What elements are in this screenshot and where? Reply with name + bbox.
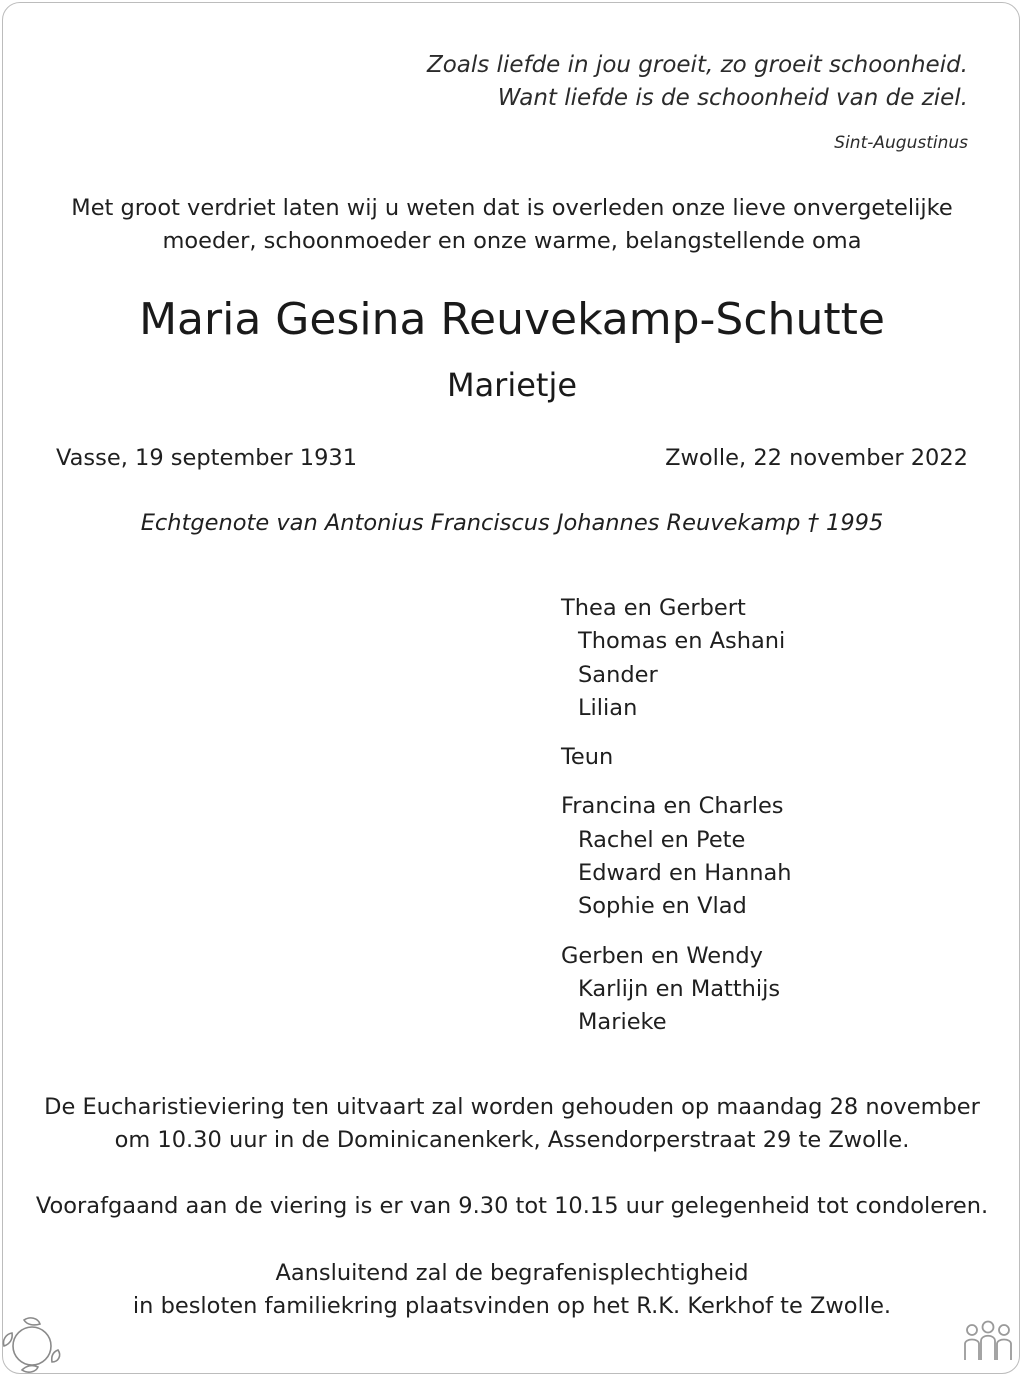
quote-author: Sint-Augustinus bbox=[834, 133, 968, 153]
spouse-line: Echtgenote van Antonius Franciscus Johannes Reuvekamp † 1995 bbox=[140, 510, 884, 536]
burial-line-2: in besloten familiekring plaatsvinden op het R.K. Kerkhof te Zwolle. bbox=[132, 1293, 892, 1319]
death-date: Zwolle, 22 november 2022 bbox=[665, 445, 968, 471]
family-child: Marieke bbox=[578, 1009, 667, 1036]
leaf-circle-icon bbox=[0, 1312, 64, 1380]
family-parent: Thea en Gerbert bbox=[561, 595, 746, 621]
family-child: Sophie en Vlad bbox=[578, 893, 747, 920]
family-group bbox=[561, 741, 792, 774]
intro-line-1: Met groot verdriet laten wij u weten dat is overleden onze lieve onvergetelijke bbox=[71, 195, 953, 221]
family-list bbox=[561, 592, 792, 1056]
family-group bbox=[561, 790, 792, 923]
service-line-1: De Eucharistieviering ten uitvaart zal worden gehouden op maandag 28 november bbox=[44, 1094, 980, 1120]
family-parent: Gerben en Wendy bbox=[561, 942, 763, 969]
family-parent: Teun bbox=[561, 744, 614, 771]
family-group bbox=[561, 940, 792, 1040]
condolence-line: Voorafgaand aan de viering is er van 9.30 tot 10.15 uur gelegenheid tot condoleren. bbox=[35, 1193, 989, 1219]
family-child: Karlijn en Matthijs bbox=[578, 975, 781, 1002]
birth-date: Vasse, 19 september 1931 bbox=[56, 445, 358, 471]
deceased-nickname: Marietje bbox=[446, 366, 578, 404]
family-parent: Francina en Charles bbox=[561, 793, 784, 820]
family-child: Thomas en Ashani bbox=[578, 628, 786, 655]
intro-line-2: moeder, schoonmoeder en onze warme, belangstellende oma bbox=[162, 228, 862, 254]
family-group bbox=[561, 592, 792, 725]
family-child: Lilian bbox=[578, 694, 638, 721]
deceased-name: Maria Gesina Reuvekamp-Schutte bbox=[139, 294, 885, 345]
service-line-2: om 10.30 uur in de Dominicanenkerk, Assendorperstraat 29 te Zwolle. bbox=[114, 1127, 910, 1153]
quote-line-2: Want liefde is de schoonheid van de ziel. bbox=[497, 85, 968, 111]
burial-line-1: Aansluitend zal de begrafenisplechtigheid bbox=[275, 1260, 749, 1286]
family-child: Sander bbox=[578, 661, 658, 688]
family-group-icon bbox=[962, 1320, 1014, 1368]
family-child: Rachel en Pete bbox=[578, 826, 746, 853]
quote-line-1: Zoals liefde in jou groeit, zo groeit schoonheid. bbox=[426, 52, 968, 78]
family-child: Edward en Hannah bbox=[578, 860, 792, 887]
